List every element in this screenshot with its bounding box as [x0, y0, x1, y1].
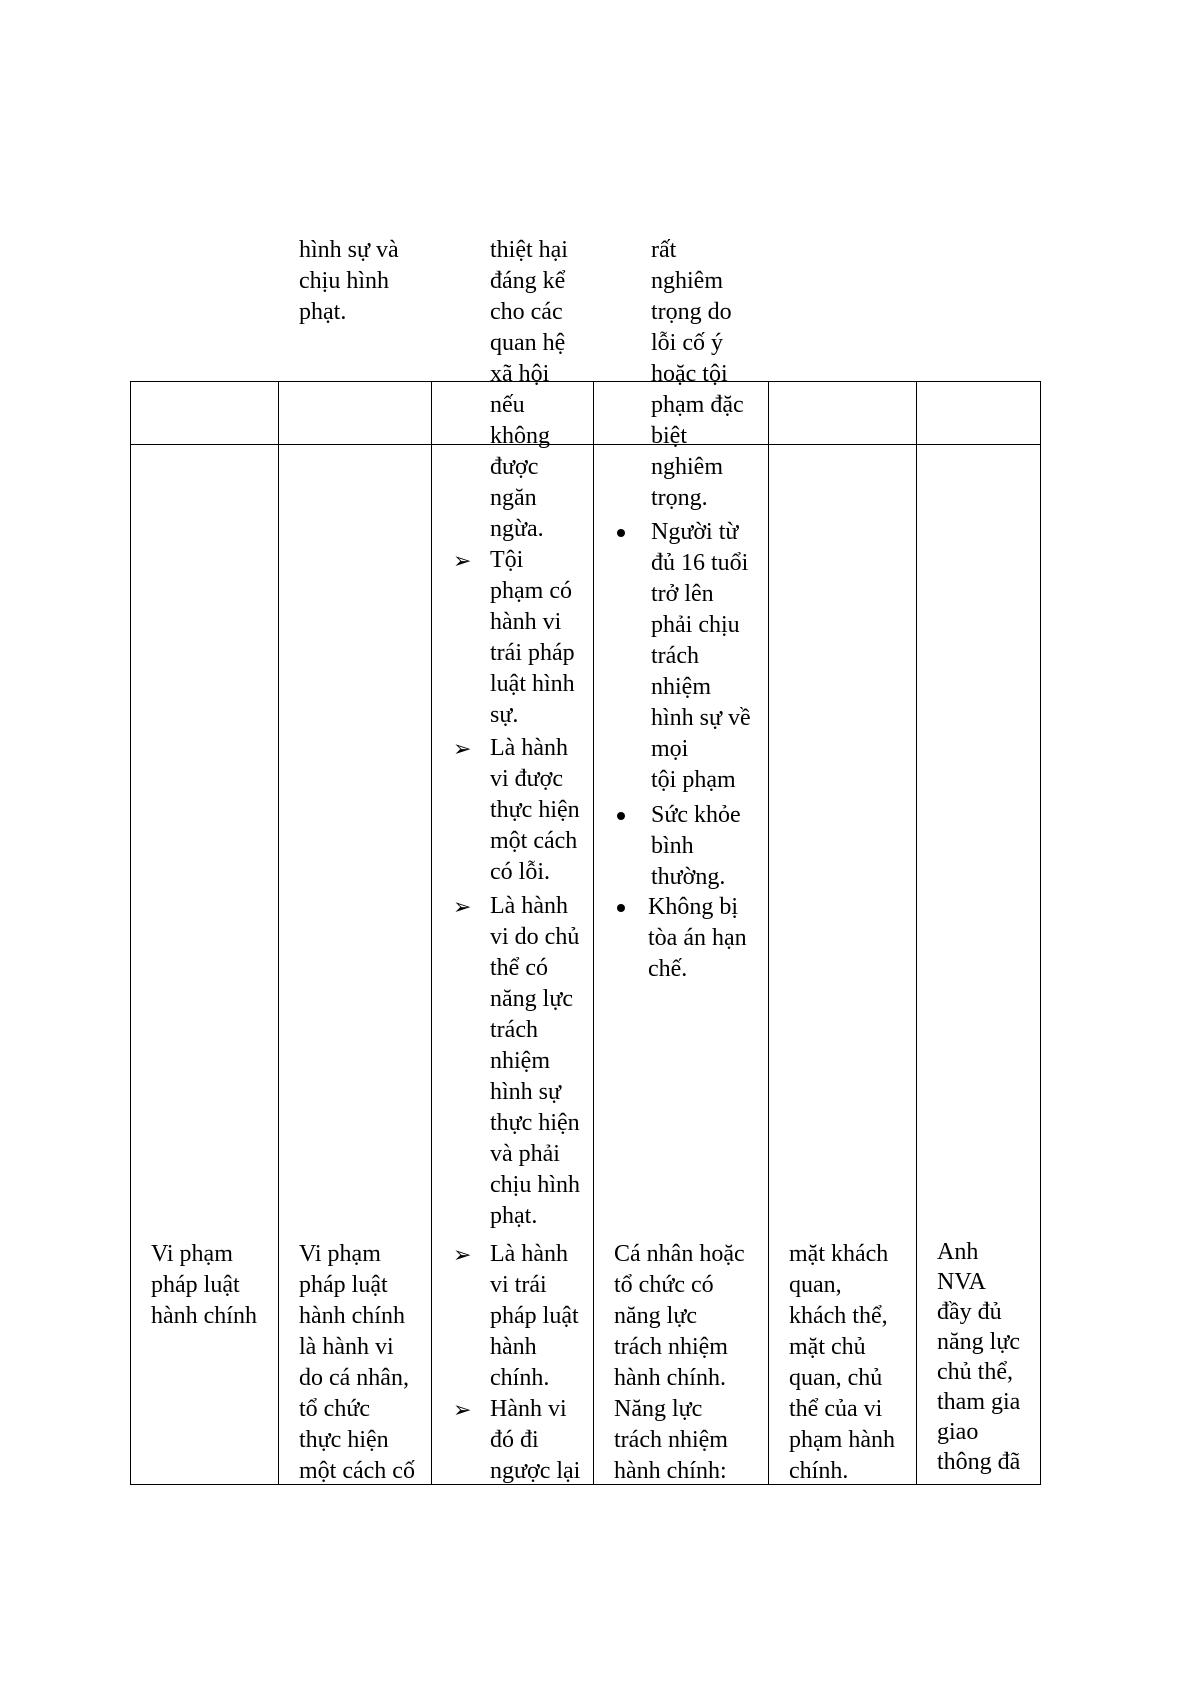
- text-line: tổ chức có: [614, 1272, 714, 1298]
- text-line: thể của vi: [789, 1396, 883, 1422]
- text-line: nghiêm: [651, 268, 723, 294]
- text-line: lỗi cố ý: [651, 330, 723, 356]
- text-line: hành vi: [490, 609, 562, 635]
- text-line: Anh: [937, 1239, 979, 1265]
- text-line: pháp luật: [299, 1272, 388, 1298]
- text-line: sự.: [490, 702, 519, 728]
- text-line: Năng lực: [614, 1396, 703, 1422]
- text-line: Là hành: [490, 735, 568, 761]
- text-line: khách thể,: [789, 1303, 888, 1329]
- text-line: năng lực: [937, 1329, 1020, 1355]
- arrow-bullet-icon: ➢: [453, 548, 472, 573]
- dot-bullet-icon: [617, 904, 625, 912]
- admin-row-col4: [614, 1239, 745, 1487]
- text-line: trọng.: [651, 485, 708, 511]
- text-line: được: [490, 454, 539, 480]
- text-line: mặt chủ: [789, 1334, 866, 1360]
- text-line: Vi phạm: [299, 1241, 381, 1267]
- text-line: thiệt hại: [490, 237, 568, 263]
- text-line: Người từ: [651, 519, 739, 545]
- text-line: năng lực: [614, 1303, 697, 1329]
- text-line: mặt khách: [789, 1241, 889, 1267]
- text-line: chịu hình: [490, 1172, 580, 1198]
- table-col-border-6: [916, 381, 917, 1485]
- text-line: phạm có: [490, 578, 572, 604]
- text-line: Sức khỏe: [651, 802, 741, 828]
- text-line: nhiệm: [490, 1048, 550, 1074]
- text-line: một cách cố: [299, 1458, 415, 1484]
- text-line: Không bị: [648, 894, 738, 920]
- text-line: thực hiện: [490, 797, 580, 823]
- text-line: chế.: [648, 956, 688, 982]
- text-line: tham gia: [937, 1389, 1021, 1415]
- table-col-border-2: [278, 381, 279, 1485]
- text-line: rất: [651, 237, 677, 263]
- text-line: thực hiện: [490, 1110, 580, 1136]
- text-line: hoặc tội: [651, 361, 728, 387]
- text-line: tội phạm: [651, 767, 736, 793]
- text-line: chính.: [490, 1365, 550, 1391]
- text-line: hình sự: [490, 1079, 562, 1105]
- text-line: phạt.: [299, 299, 347, 325]
- text-line: Là hành: [490, 1241, 568, 1267]
- text-line: phạt.: [490, 1203, 538, 1229]
- text-line: Vi phạm: [151, 1241, 233, 1267]
- text-line: hình sự về: [651, 705, 751, 731]
- admin-row-col5: [789, 1239, 895, 1487]
- text-line: trách nhiệm: [614, 1334, 728, 1360]
- table-col-border-5: [768, 381, 769, 1485]
- text-line: ngăn: [490, 485, 537, 511]
- text-line: đầy đủ: [937, 1299, 1002, 1325]
- text-line: luật hình: [490, 671, 575, 697]
- text-line: nhiệm: [651, 674, 711, 700]
- text-line: mọi: [651, 736, 689, 762]
- text-line: tổ chức: [299, 1396, 370, 1422]
- arrow-bullet-icon: ➢: [453, 736, 472, 761]
- text-line: hình sự và: [299, 237, 399, 263]
- dot-bullet-icon: [617, 812, 625, 820]
- text-line: hành chính.: [614, 1365, 726, 1391]
- text-line: và phải: [490, 1141, 560, 1167]
- text-line: pháp luật: [490, 1303, 579, 1329]
- text-line: trách nhiệm: [614, 1427, 728, 1453]
- table-col-border-4: [593, 381, 594, 1485]
- text-line: không: [490, 423, 550, 449]
- text-line: do cá nhân,: [299, 1365, 409, 1391]
- text-line: Hành vi: [490, 1396, 567, 1422]
- text-line: quan hệ: [490, 330, 566, 356]
- admin-row-col2: [299, 1239, 415, 1487]
- text-line: một cách: [490, 828, 578, 854]
- text-line: đáng kể: [490, 268, 566, 294]
- text-line: thể có: [490, 955, 548, 981]
- table-bottom-border: [130, 1484, 1041, 1485]
- arrow-bullet-icon: ➢: [453, 894, 472, 919]
- table-row-divider: [130, 444, 1041, 445]
- text-line: phạm hành: [789, 1427, 895, 1453]
- text-line: đủ 16 tuổi: [651, 550, 749, 576]
- text-line: NVA: [937, 1269, 986, 1295]
- text-line: hành: [490, 1334, 537, 1360]
- text-line: hành chính: [151, 1303, 257, 1329]
- text-line: quan, chủ: [789, 1365, 883, 1391]
- text-line: bình: [651, 833, 694, 859]
- arrow-bullet-icon: ➢: [453, 1397, 472, 1422]
- admin-row-col6: [937, 1237, 1020, 1477]
- table-top-border: [130, 381, 1041, 382]
- text-line: trách: [651, 643, 699, 669]
- text-line: chủ thể,: [937, 1359, 1013, 1385]
- text-line: là hành vi: [299, 1334, 394, 1360]
- text-line: trọng do: [651, 299, 732, 325]
- col2-continued-text: [299, 235, 399, 328]
- table-col-border-7: [1040, 381, 1041, 1485]
- dot-bullet-icon: [617, 529, 625, 537]
- text-line: Tội: [490, 547, 524, 573]
- table-col-border-1: [130, 381, 131, 1485]
- text-line: phải chịu: [651, 612, 740, 638]
- text-line: nếu: [490, 392, 525, 418]
- text-line: cho các: [490, 299, 563, 325]
- text-line: giao: [937, 1419, 979, 1445]
- text-line: ngừa.: [490, 516, 544, 542]
- col4-continued-text: [651, 235, 744, 514]
- admin-row-col1: [151, 1239, 257, 1332]
- text-line: quan,: [789, 1272, 842, 1298]
- text-line: thông đã: [937, 1449, 1021, 1475]
- text-line: tòa án hạn: [648, 925, 747, 951]
- text-line: thực hiện: [299, 1427, 389, 1453]
- text-line: hành chính:: [614, 1458, 727, 1484]
- text-line: vi do chủ: [490, 924, 580, 950]
- text-line: trở lên: [651, 581, 714, 607]
- text-line: biệt: [651, 423, 687, 449]
- col3-continued-text: [490, 235, 568, 545]
- text-line: chính.: [789, 1458, 849, 1484]
- text-line: pháp luật: [151, 1272, 240, 1298]
- text-line: năng lực: [490, 986, 573, 1012]
- text-line: đó đi: [490, 1427, 539, 1453]
- text-line: vi được: [490, 766, 564, 792]
- text-line: thường.: [651, 864, 726, 890]
- text-line: có lỗi.: [490, 859, 550, 885]
- text-line: nghiêm: [651, 454, 723, 480]
- text-line: phạm đặc: [651, 392, 744, 418]
- text-line: vi trái: [490, 1272, 547, 1298]
- text-line: trái pháp: [490, 640, 575, 666]
- text-line: trách: [490, 1017, 538, 1043]
- text-line: Cá nhân hoặc: [614, 1241, 745, 1267]
- table-col-border-3: [431, 381, 432, 1485]
- text-line: xã hội: [490, 361, 550, 387]
- arrow-bullet-icon: ➢: [453, 1242, 472, 1267]
- text-line: ngược lại: [490, 1458, 581, 1484]
- text-line: hành chính: [299, 1303, 405, 1329]
- text-line: chịu hình: [299, 268, 389, 294]
- text-line: Là hành: [490, 893, 568, 919]
